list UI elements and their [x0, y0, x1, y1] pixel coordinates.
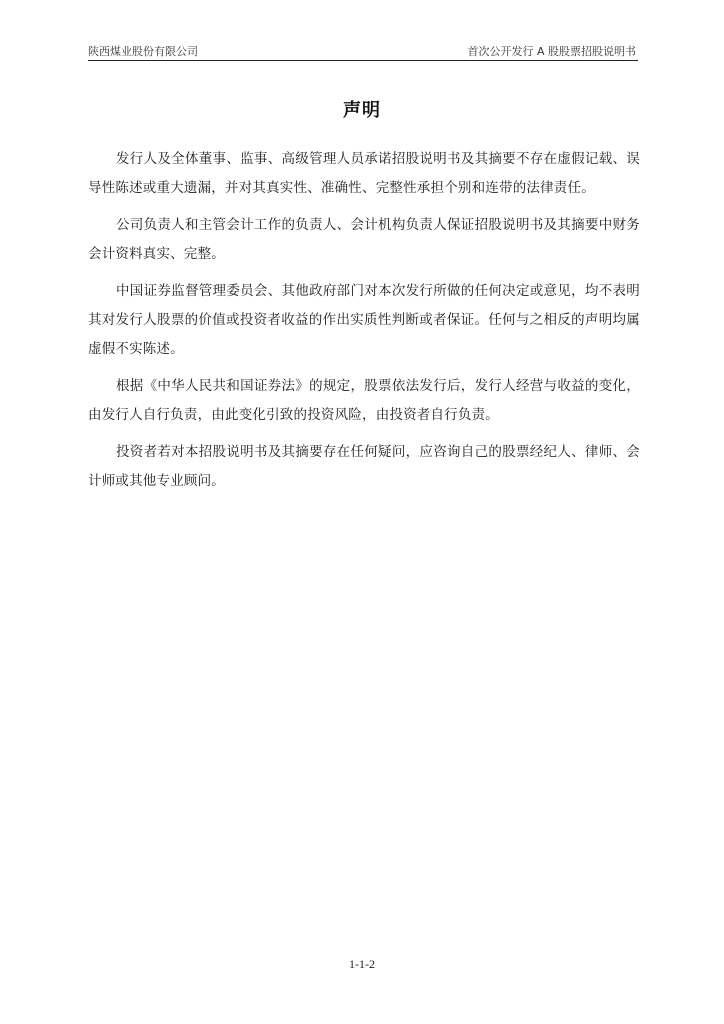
- header-document-title: 首次公开发行 A 股股票招股说明书: [467, 45, 636, 58]
- page-title: 声明: [343, 100, 381, 121]
- paragraph-regulator-disclaimer: 中国证券监督管理委员会、其他政府部门对本次发行所做的任何决定或意见，均不表明其对发行人股票的价值或投资者收益的作出实质性判断或者保证。任何与之相反的声明均属虚假不实陈述。: [88, 283, 640, 357]
- page-header: [88, 42, 638, 61]
- paragraph-issuer-commitment: 发行人及全体董事、监事、高级管理人员承诺招股说明书及其摘要不存在虚假记载、误导性陈述或重大遗漏，并对其真实性、准确性、完整性承担个别和连带的法律责任。: [88, 151, 640, 196]
- header-company-name: 陕西煤业股份有限公司: [88, 45, 198, 58]
- paragraph-investment-risk: 根据《中华人民共和国证券法》的规定，股票依法发行后，发行人经营与收益的变化，由发行人自行负责，由此变化引致的投资风险，由投资者自行负责。: [88, 378, 640, 423]
- declaration-body: [88, 145, 640, 504]
- page-number: 1-1-2: [349, 957, 375, 971]
- paragraph-financial-assurance: 公司负责人和主管会计工作的负责人、会计机构负责人保证招股说明书及其摘要中财务会计资料真实、完整。: [88, 217, 640, 262]
- paragraph-investor-advice: 投资者若对本招股说明书及其摘要存在任何疑问，应咨询自己的股票经纪人、律师、会计师或其他专业顾问。: [88, 444, 640, 489]
